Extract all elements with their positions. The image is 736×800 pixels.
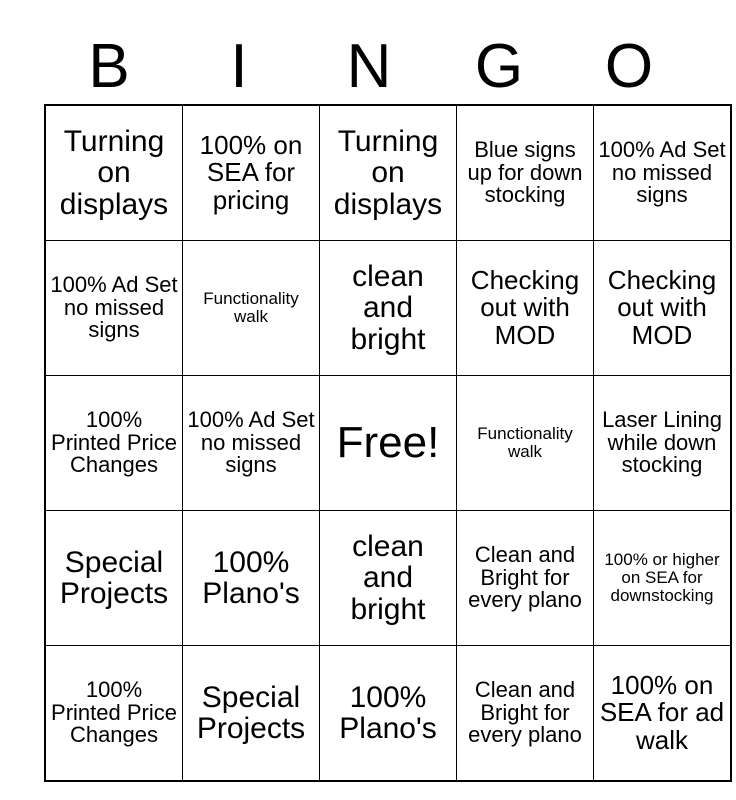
bingo-cell[interactable] bbox=[320, 105, 457, 241]
bingo-cell[interactable] bbox=[594, 511, 732, 646]
bingo-cell[interactable] bbox=[457, 241, 594, 376]
bingo-cell-label: clean and bright bbox=[350, 530, 426, 626]
bingo-cell[interactable] bbox=[183, 241, 320, 376]
bingo-cell[interactable] bbox=[320, 511, 457, 646]
bingo-cell[interactable] bbox=[594, 105, 732, 241]
bingo-cell[interactable] bbox=[183, 376, 320, 511]
bingo-cell-label: Checking out with MOD bbox=[607, 265, 717, 350]
bingo-cell[interactable] bbox=[45, 241, 183, 376]
bingo-cell-label: 100% Plano's bbox=[202, 545, 300, 610]
bingo-cell[interactable] bbox=[45, 646, 183, 782]
bingo-cell-label: 100% on SEA for ad walk bbox=[599, 670, 725, 755]
bingo-cell[interactable] bbox=[594, 241, 732, 376]
bingo-cell[interactable] bbox=[457, 646, 594, 782]
bingo-row bbox=[45, 105, 731, 241]
bingo-cell-label: Clean and Bright for every plano bbox=[468, 676, 582, 748]
bingo-cell-label: Turning on displays bbox=[333, 125, 443, 221]
bingo-cell-label: Blue signs up for down stocking bbox=[467, 136, 583, 208]
bingo-cell[interactable] bbox=[45, 105, 183, 241]
bingo-free-space-label: Free! bbox=[336, 418, 440, 468]
bingo-cell[interactable] bbox=[45, 376, 183, 511]
bingo-cell-label: 100% or higher on SEA for downstocking bbox=[604, 550, 720, 605]
bingo-grid bbox=[44, 104, 732, 782]
bingo-cell-label: Functionality walk bbox=[203, 289, 299, 326]
bingo-row bbox=[45, 376, 731, 511]
bingo-header-letter-g: G bbox=[474, 32, 524, 101]
bingo-card bbox=[44, 0, 726, 782]
bingo-cell-label: 100% Printed Price Changes bbox=[51, 676, 177, 748]
bingo-cell-label: Special Projects bbox=[196, 680, 306, 745]
bingo-cell-label: clean and bright bbox=[350, 260, 426, 356]
bingo-cell[interactable] bbox=[457, 105, 594, 241]
bingo-cell-label: 100% Ad Set no missed signs bbox=[50, 271, 178, 343]
bingo-cell[interactable] bbox=[594, 376, 732, 511]
bingo-cell-label: Turning on displays bbox=[59, 125, 169, 221]
bingo-row bbox=[45, 646, 731, 782]
bingo-cell[interactable] bbox=[594, 646, 732, 782]
bingo-cell[interactable] bbox=[45, 511, 183, 646]
bingo-header-row bbox=[44, 0, 694, 104]
bingo-cell-label: 100% on SEA for pricing bbox=[199, 130, 303, 215]
bingo-cell-label: Special Projects bbox=[59, 545, 169, 610]
bingo-cell-label: 100% Plano's bbox=[339, 680, 437, 745]
bingo-cell[interactable] bbox=[183, 105, 320, 241]
bingo-header-letter-n: N bbox=[346, 32, 392, 101]
bingo-header-letter-b: B bbox=[88, 32, 130, 101]
bingo-header-letter-i: I bbox=[230, 32, 248, 101]
bingo-cell-label: 100% Printed Price Changes bbox=[51, 406, 177, 478]
bingo-cell[interactable] bbox=[183, 646, 320, 782]
bingo-cell[interactable] bbox=[457, 376, 594, 511]
bingo-cell-label: Clean and Bright for every plano bbox=[468, 541, 582, 613]
bingo-row bbox=[45, 511, 731, 646]
bingo-cell-free[interactable] bbox=[320, 376, 457, 511]
bingo-cell-label: Functionality walk bbox=[477, 424, 573, 461]
bingo-cell[interactable] bbox=[320, 241, 457, 376]
bingo-cell-label: 100% Ad Set no missed signs bbox=[598, 136, 726, 208]
bingo-cell-label: 100% Ad Set no missed signs bbox=[187, 406, 315, 478]
bingo-cell[interactable] bbox=[183, 511, 320, 646]
bingo-row bbox=[45, 241, 731, 376]
bingo-cell[interactable] bbox=[320, 646, 457, 782]
bingo-cell-label: Laser Lining while down stocking bbox=[602, 406, 722, 478]
bingo-cell[interactable] bbox=[457, 511, 594, 646]
bingo-header-letter-o: O bbox=[604, 32, 654, 101]
bingo-cell-label: Checking out with MOD bbox=[470, 265, 580, 350]
